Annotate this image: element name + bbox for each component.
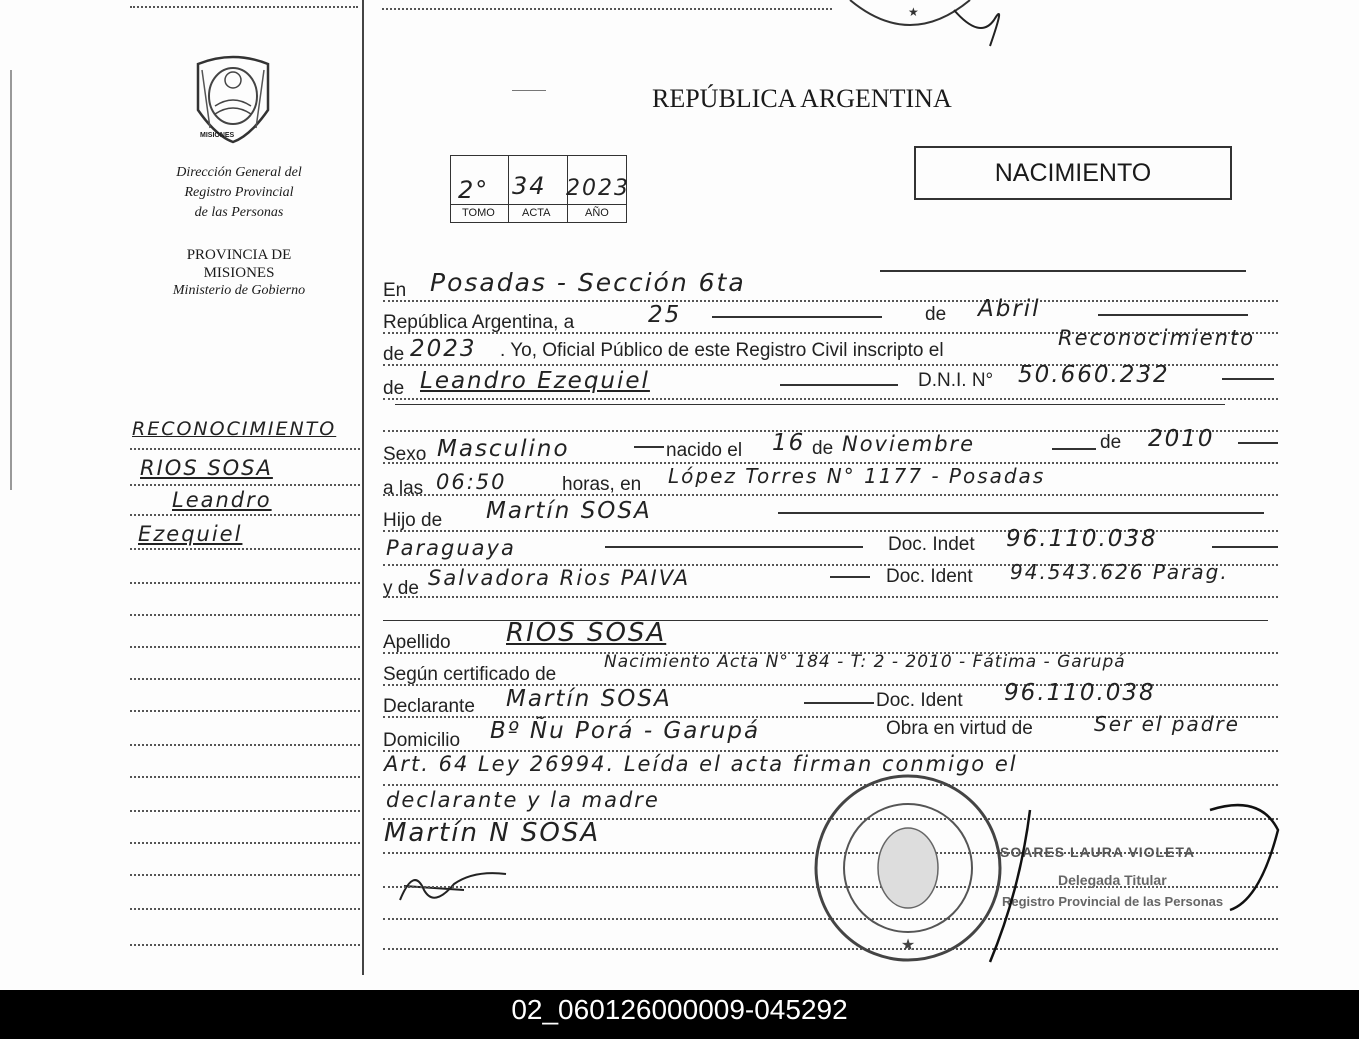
agency-line: Dirección General del bbox=[176, 165, 302, 180]
declarante-doc: 96.110.038 bbox=[1004, 680, 1156, 706]
top-rule-left bbox=[130, 6, 358, 8]
de5-label: de bbox=[1100, 432, 1122, 453]
emblem-caption: MISIONES bbox=[200, 132, 235, 139]
dni-label: D.N.I. N° bbox=[918, 370, 994, 391]
year-value: 2023 bbox=[410, 336, 477, 362]
anio-label: AÑO bbox=[585, 207, 609, 219]
apellido-label: Apellido bbox=[383, 632, 451, 653]
province-name bbox=[130, 246, 348, 300]
name-value: Leandro Ezequiel bbox=[420, 368, 650, 394]
en-value: Posadas - Sección 6ta bbox=[430, 268, 746, 297]
officer-name: SOARES LAURA VIOLETA bbox=[1000, 844, 1196, 860]
note-line: RECONOCIMIENTO bbox=[132, 418, 337, 440]
de4-label: de bbox=[812, 438, 834, 459]
nacido-label: nacido el bbox=[666, 440, 743, 461]
column-divider bbox=[362, 0, 364, 975]
officer-office: Registro Provincial de las Personas bbox=[1002, 894, 1224, 909]
birth-place: López Torres N° 1177 - Posadas bbox=[668, 464, 1046, 488]
republica-label: República Argentina, a bbox=[383, 312, 575, 333]
horas-label: horas, en bbox=[562, 474, 642, 495]
acta-label: ACTA bbox=[522, 207, 551, 219]
tomo-label: TOMO bbox=[462, 207, 495, 219]
agency-line: de las Personas bbox=[194, 205, 284, 220]
svg-text:★: ★ bbox=[908, 5, 919, 19]
province-line: PROVINCIA DE bbox=[186, 247, 292, 263]
hijo-label: Hijo de bbox=[383, 510, 443, 531]
top-signature-fragment-icon bbox=[950, 0, 1030, 50]
father-doc: 96.110.038 bbox=[1006, 526, 1158, 552]
doc-ident2-label: Doc. Ident bbox=[876, 690, 963, 711]
oficial-text: . Yo, Oficial Público de este Registro Civil inscripto el bbox=[500, 340, 944, 361]
sexo-value: Masculino bbox=[437, 436, 570, 462]
header-mark bbox=[512, 90, 546, 91]
signature-scribble-icon bbox=[394, 860, 514, 910]
province-line: MISIONES bbox=[203, 265, 275, 281]
segun-label: Según certificado de bbox=[383, 664, 557, 685]
declarant-signature: Martín N SOSA bbox=[384, 818, 601, 848]
agency-line: Registro Provincial bbox=[184, 185, 294, 200]
country-title: REPÚBLICA ARGENTINA bbox=[652, 84, 952, 113]
anio-value: 2023 bbox=[566, 176, 630, 201]
segun-value: Nacimiento Acta N° 184 - T: 2 - 2010 - Fátima - Garupá bbox=[604, 652, 1126, 672]
continuation-line: declarante y la madre bbox=[386, 788, 660, 812]
declarante-value: Martín SOSA bbox=[506, 686, 672, 712]
inscripto-value: Reconocimiento bbox=[1058, 326, 1256, 350]
tomo-value: 2° bbox=[458, 176, 490, 204]
continuation-line: Art. 64 Ley 26994. Leída el acta firman conmigo el bbox=[384, 752, 1018, 776]
record-type-box: NACIMIENTO bbox=[914, 146, 1232, 200]
father-name: Martín SOSA bbox=[486, 498, 652, 524]
document-id-footer: 02_060126000009-045292 bbox=[0, 990, 1359, 1039]
sexo-label: Sexo bbox=[383, 444, 427, 465]
acta-value: 34 bbox=[512, 172, 547, 200]
y-de-label: y de bbox=[383, 578, 419, 599]
domicilio-value: Bº Ñu Porá - Garupá bbox=[490, 718, 761, 744]
day-value: 25 bbox=[648, 302, 682, 328]
domicilio-label: Domicilio bbox=[383, 730, 461, 751]
obra-label: Obra en virtud de bbox=[886, 718, 1033, 739]
mother-name: Salvadora Rios PAIVA bbox=[428, 566, 691, 590]
birth-year: 2010 bbox=[1148, 426, 1215, 452]
note-line: RIOS SOSA bbox=[140, 456, 273, 480]
obra-value: Ser el padre bbox=[1094, 712, 1240, 736]
month-value: Abril bbox=[978, 296, 1041, 322]
declarante-label: Declarante bbox=[383, 696, 475, 717]
alas-label: a las bbox=[383, 478, 424, 499]
de3-label: de bbox=[383, 378, 405, 399]
svg-text:★: ★ bbox=[900, 937, 916, 954]
note-line: Leandro bbox=[172, 488, 272, 512]
dni-value: 50.660.232 bbox=[1018, 362, 1170, 388]
page-edge bbox=[10, 70, 12, 490]
doc-indet-label: Doc. Indet bbox=[888, 534, 975, 555]
birth-day: 16 bbox=[772, 430, 806, 456]
apellido-value: RIOS SOSA bbox=[506, 618, 667, 648]
ministry-name: Ministerio de Gobierno bbox=[172, 283, 306, 298]
top-rule-right bbox=[382, 8, 832, 10]
birth-time: 06:50 bbox=[436, 470, 507, 494]
officer-signature-icon bbox=[960, 790, 1300, 970]
birth-month: Noviembre bbox=[842, 432, 976, 456]
de2-label: de bbox=[383, 344, 405, 365]
father-nationality: Paraguaya bbox=[386, 536, 516, 560]
agency-name bbox=[130, 163, 348, 223]
officer-title: Delegada Titular bbox=[1058, 872, 1167, 888]
doc-ident-label: Doc. Ident bbox=[886, 566, 973, 587]
note-line: Ezequiel bbox=[138, 522, 243, 546]
mother-doc: 94.543.626 Parag. bbox=[1010, 560, 1229, 584]
de-label: de bbox=[925, 304, 947, 325]
en-label: En bbox=[383, 280, 407, 301]
